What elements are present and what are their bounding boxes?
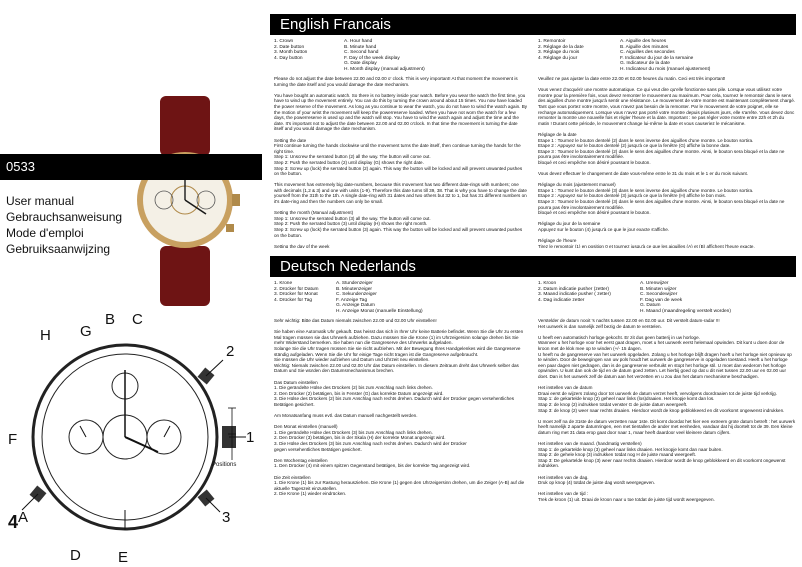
de-legend-left: 1. Krone 2. Drücker für Datum 3. Drücker für Monat 4. Drücker für Tag	[274, 281, 319, 303]
en-legend-left: 1. Crown 2. Date button 3. Month button 4. Day button	[274, 39, 308, 61]
diagram-label-h: H	[40, 327, 51, 344]
fr-legend-right: A. Aiguille des heures B. Aiguille des minutes C. Aiguilles des secondes F. Indicateur du jour de la semaine G. Indicateur de la date H. Indicateur du mois (manuel ajustement)	[620, 39, 711, 72]
en-legend-right: A. Hour hand B. Minute hand C. Second hand F. Day of the week display G. Date display H. Month display (manual adjustment)	[344, 39, 425, 72]
nl-legend-left: 1. Kroon 2. Datum indicatie pusher (zetter) 3. Maand indicatie pusher ( zetter) 4. Dag indicatie zetter	[538, 281, 611, 303]
diagram-label-4: 4	[8, 512, 19, 532]
nl-legend-right: A. Urenwijzer B. Minuten wijzer C. Secondewijzer F. Dag van de week G. Datum H. Maand (maandregeling verstelt worden)	[640, 281, 731, 314]
de-body-text: Sehr wichtig: Bitte das Datum niemals zwischen 22.00 und 02.00 Uhr einstellen! Sie haben eine Automatik Uhr gekauft. Das heisst das sich in Ihrer Uhr keine Batterie befindet. Wenn Sie die Uhr zu ersten Mal tragen müssen sie das Uhrwerk aufziehen. Dazu müssen Sie die Krone (1) im Uhrzeigersinn solange drehen bis Sie mehr Widerstand bemerken. Sie haben nun die Gangreserve des Uhrwerks aufgeladen. Solange Sie die Uhr tragen müssen Sie sie nicht aufziehen. Mit der Bewegung Ihres Handgelenkes wird die Gangreserve ständig aufgeladen. Wenn Sie die Uhr für einige Tage nicht tragen ist die Gangreserve aufgebraucht. Sie müssen die Uhr wieder aufziehen und Datum und Uhrzeit neu einstellen. Wichtig: Niemals zwischen 22.00 und 02.00 Uhr das Datum einstellen. In diesem Zeitraum dreht das Uhrwerk selber das Datum und Sie würden den Datumsmechanismus brechen. Das Datum einstellen 1. Die gerändelte Hülse des Drückers (2) bis zum Anschlag nach links drehen. 2. Den Drücker (2) betätigen, bis in Fenster (G) das korrekte Datum angezeigt wird. 3. Die Hülse des Drückers (2) bis zum Anschlag nach rechts drehen. Dadurch wird der Drücker gegen versehentliches Betätigen gesichert. Am Monatsanfang muss evtl. das Datum manuell nachgestellt werden. Den Monat einstellen (manuell) 1. Die gerändelte Hülse des Drückers (3) bis zum Anschlag nach links drehen. 2. Den Drücker (3) betätigen, bis in der Skala (H) der korrekte Monat angezeigt wird. 3. Die Hülse des Drückers (3) bis zum Anschlag nach rechts drehen. Dadurch wird der Drücker gegen versehentliches Betätigen gesichert. Den Wochentag einstellen 1. Den Drücker (4) mit einem spitzen Gegenstand betätigen, bis der korrekte Tag angezeigt wird. Die Zeit einstellen 1. Die Krone (1) bis zur Rastung herausziehen. Die Krone (1) gegen den Uhrzeigersinn drehen, um die Zeiger (A-B) auf die aktuelle Tageszeit einzustellen. 2. Die Krone (1) wieder eindrücken.	[274, 318, 525, 497]
diagram-label-3: 3	[222, 509, 231, 526]
diagram-label-1: 1	[246, 429, 255, 446]
diagram-label-b: B	[105, 311, 116, 328]
manual-title-de: Gebrauchsanweisung	[6, 210, 123, 224]
manual-title-nl: Gebruiksaanwijzing	[6, 242, 111, 256]
fr-body-text: Veuillez ne pas ajuster la date entre 22.00 et 02.00 heures du matin. Ceci est très important! Vous venez d'acquérir une montre automatique. Ce qui veut dire qu'elle fonctionne sans pile. Lorsque vous utilisez votre montre pour la première fois, vous devez remonter le mouvement au maximum. Pour cela, tournez le remontoir dans le sens des aiguilles d'une montre jusqu'à sentir une résistance. Le mouvement de votre montre est maintenant complètement chargé. Tant que vous portez votre montre, vous n'avez pas besoin de la remonter. Par le mouvement de votre poignet, elle se recharge automatiquement. Lorsque vous n'avez pas porté votre montre depuis plusieurs jours, elle s'arrête. Vous devez donc remonter la montre une nouvelle fois et régler l'heure et la date. Important : ne pas régler votre montre entre 22h et 2h du matin ! Durant cette période, le mouvement change lui-même la date et vous causeriez le mécanisme. Réglage de la date Etape 1 : Tournez le bouton dentelé (2) dans le sens inverse des aiguilles d'une montre. Le bouton sortira. Etape 2 : Appuyez sur le bouton dentelé (2) jusqu'à ce que la fenêtre (G) affiche la bonne date. Etape 3 : Tournez le bouton dentelé (2) dans le sens des aiguilles d'une montre. Ainsi, le bouton sera bloqué et la date ne pourra pas être involontairement modifiée. bloqué et ceci empêche non désiré poussant le bouton. Vous devez effectuer le changement de date vous-même entre le 31 du mois et le 1 er du mois suivant. Réglage du mois (ajustement manuel) Etape 1 : Tournez le bouton dentelé (3) dans le sens inverse des aiguilles d'une montre. Le bouton sortira. Etape 2 : Appuyez sur le bouton dentelé (3) jusqu'à ce que la fenêtre (H) affiche le bon mois. Etape 3 : Tournez le bouton dentelé (3) dans le sens des aiguilles d'une montre. Ainsi, le bouton sera bloqué et la date ne pourra pas être involontairement modifiée. bloqué et ceci empêche non désiré poussant le bouton. Réglage du jour de la semaine Appuyez sur le bouton (4) jusqu'à ce que le jour exacte s'affiche. Réglage de l'heure Tirez le remontoir (1) en position 0 et tournez jusqu'à ce que les aiguilles (A) et (B) affichent l'heure exacte.	[538, 76, 796, 248]
diagram-label-d: D	[70, 547, 81, 564]
diagram-label-g: G	[80, 323, 92, 340]
manual-title-fr: Mode d'emploi	[6, 226, 84, 240]
model-number: 0533	[0, 154, 262, 180]
diagram-label-a: A	[18, 509, 29, 526]
de-legend-right: A. Stundenzeiger B. Minutenzeiger C. Sekundenzeiger F. Anzeige Tag G. Anzeige Datum H. Anzeige Monat (manuelle Einstellung)	[336, 281, 423, 314]
section-title-deutsch-nederlands: Deutsch Nederlands	[270, 256, 796, 277]
positions-label: Positions	[212, 462, 237, 468]
nl-body-text: Verstelder de datum nooit 's nachts tussen 22.00 en 02.00 uur. Dit verstelt datum-radar !!! Het uurwerk is dan namelijk zelf bezig de datum te verstelen. U heeft een automatisch horloge gekocht. Er zit dus geen batterij in uw horloge. Wanneer u het horloge voor het eerst gaat dragen, moet u het uurwerk eerst helemaal opwinden. Dit kunt u doen door de kroon met de klok mee op te winden (+/- 15 dagen. U heeft nu de gangreserve van het uurwerk opgeladen. Zolang u het horloge blijft dragen hoeft u het horloge niet opnieuw op te winden. Door de bewegingen van uw pols houdt het uurwerk de gangreserve in opgeladen toestand. Heeft u het horloge een paar dagen niet gedragen, dan is de gangreserve verbruikt en stopt het horloge stil. U moet dan wederom het horloge opwinden. U kunt dan ook de tijd en de datum goed zetten. Let hierbij goed op dat u dit niet tussen 22.00 uur en 02.00 uur doet. Dan is het uurwerk zelf de datum aan het verzetten en u zou dan het datum mechanisme beschadigen. Het instellen van de datum Draai eerst de wijzers zolang door tot uurwerk de datum verzet heeft, vervolgens doordraaien tot de juiste tijd verkrijg. Stap 1: de gekartelde knop (2) geheel naar links (los)draaien. Het knopje komt dan los. Stap 2: de knop (2) indrukken totdat venster G de juiste datum weergeeft. Stap 3: de knop (2) weer naar rechts draaien. Hierdoor wordt de knop geblokkeerd en dit voorkomt ongewenst indrukken. U moet zelf na de 31ste de datum verzetten naar 1ste. Dit komt doordat het hier een extreem grote datum betreft : het uurwerk heeft namelijk 2 aparte datumringen, een met tientallen de ander met eenheden, vandaar dat hij doortelt tot de 39. Een kleine datum ring met 31 data erop gaat door naar 1, maar heeft daardoor veel kleinere datum cijfers. Het instellen van de maand. (handmatig verstellen) Stap 1: de gekartelde knop (3) geheel naar links draaien. Het knopje komt dan naar buiten. Stap 2: de gehele knop (3) indrukken totdat nog H de juiste maand weergeeft. Stap 3: De gekartelde knop (3) weer naar rechts draaien. Hierdoor wordt de knop geblokkeerd en dit voorkomt ongewenst indrukken. Het instellen van de dag. Druk op knop (4) totdat de juiste dag wordt weergegeven. Het instellen van de tijd : Trek de kroon (1) uit. Draai de kroon naar u toe totdat de juiste tijd wordt weergegeven.	[538, 318, 796, 502]
diagram-label-e: E	[118, 549, 129, 566]
watch-diagram	[0, 300, 262, 567]
fr-legend-left: 1. Remontoir 2. Réglage de la date 3. Réglage du mois 4. Réglage du jour	[538, 39, 584, 61]
en-body-text: Please do not adjust the date between 22.00 and 02.00 o' clock. This is very important! At that moment the movement is turning the date itself and you would damage the date mechanism. You have bought an automatic watch. So there is no battery inside your watch. Before you wear the watch the first time, you have to wind up the movement entirely. You can do this by turning the crown around about 15 times. You now have loaded the power reserve of the movement. As long as you continue to wear the watch, you do not have to wind the watch again. By the motion of your wrist the movement will keep the powerreserve loaded. When you have not worn the watch for a few days, the powerreserve is used up and the watch will stop. You have to wind the watch again and adjust the time and the date. It's important not to adjust the date between 22.00 and 02.00 o'clock. In that time the movement is turning the date itself and you would damage the date mechanism. Setting the date First continue turning the hands clockwise until the movement turns the date itself, then continue turning the hands for the right time. Step 1: Unscrew the serrated button (2) all the way. The button will come out. Step 2: Push the serrated button (2) until display (G) shows the right date. Step 3: Screw up (lock) the serrated button (2) again. This way the button will be locked and will prevent unwanted pushes on the button. This movement has extremely big date-numbers, because this movement has two different date-rings with numbers; one with decimals (1,2 & 3) and one with units (1-9). Therefore this date turns till 39, 38. That is why you have to change the date yourself from the 31th to the 1th. A single date-ring with 31 dates and two others but 32 to 1, but has 31 different numbers on it's date-ring and then the numbers can only be small. Setting the month (Manual adjustment) Step 1: Unscrew the serrated button (3) all the way. The button will come out. Step 2: Push the serrated button (3) until display (H) shows the right month. Step 3: Screw up (lock) the serrated button (3) again. This way the button will be locked and will prevent unwanted pushes on the button. Setting the day of the week	[274, 76, 528, 248]
diagram-label-c: C	[132, 311, 143, 328]
manual-title-en: User manual	[6, 194, 75, 208]
watch-photo	[122, 96, 248, 306]
cover-panel	[0, 0, 262, 567]
section-title-english-francais: English Francais	[270, 14, 796, 35]
diagram-label-2: 2	[226, 343, 235, 360]
diagram-label-f: F	[8, 431, 18, 448]
